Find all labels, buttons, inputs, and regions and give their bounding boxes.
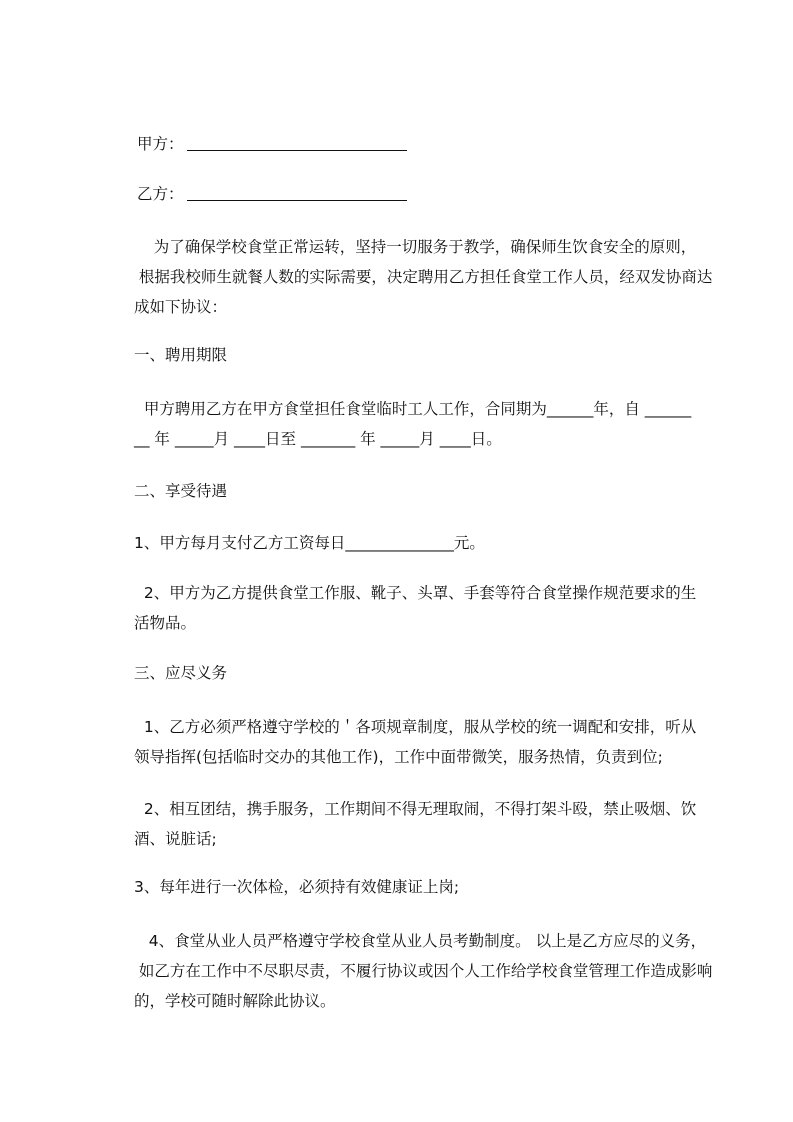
party-a-blank-line: [187, 150, 407, 151]
section-3-item-4-line: 的，学校可随时解除此协议。: [134, 992, 336, 1010]
section-1-heading: 一、聘用期限: [134, 346, 228, 364]
section-2-item-1: 1、甲方每月支付乙方工资每日______________元。: [134, 534, 485, 552]
section-1-paragraph: [134, 394, 714, 454]
intro-paragraph: [134, 232, 714, 322]
intro-line: 根据我校师生就餐人数的实际需要，决定聘用乙方担任食堂工作人员，经双发协商达: [134, 268, 713, 286]
section-2-item-2-line: 活物品。: [134, 614, 197, 632]
section-2-item-2: [134, 578, 714, 638]
section-3-item-3: 3、每年进行一次体检，必须持有效健康证上岗;: [134, 878, 460, 896]
section-1-line: __ 年 _____月 ____日至 _______ 年 _____月 ____日。: [134, 430, 502, 448]
section-3-item-4-line: 如乙方在工作中不尽职尽责，不履行协议或因个人工作给学校食堂管理工作造成影响: [134, 962, 713, 980]
section-3-item-2: [134, 794, 714, 854]
section-1-line: 甲方聘用乙方在甲方食堂担任食堂临时工人工作，合同期为______年，自 ______: [134, 400, 692, 418]
intro-line: 成如下协议：: [134, 298, 228, 316]
party-b-blank-line: [187, 200, 407, 201]
section-2-heading: 二、享受待遇: [134, 482, 228, 500]
intro-line: 为了确保学校食堂正常运转，坚持一切服务于教学，确保师生饮食安全的原则，: [134, 238, 697, 256]
section-3-item-2-line: 酒、说脏话;: [134, 830, 217, 848]
section-2-item-2-line: 2、甲方为乙方提供食堂工作服、靴子、头罩、手套等符合食堂操作规范要求的生: [134, 584, 697, 602]
section-3-item-1-line: 1、乙方必须严格遵守学校的＇各项规章制度，服从学校的统一调配和安排，听从: [134, 718, 697, 736]
party-a-label: 甲方：: [137, 135, 184, 153]
section-3-heading: 三、应尽义务: [134, 664, 228, 682]
section-3-item-4-line: 4、食堂从业人员严格遵守学校食堂从业人员考勤制度。 以上是乙方应尽的义务，: [134, 932, 707, 950]
section-3-item-2-line: 2、相互团结，携手服务，工作期间不得无理取闹，不得打架斗殴，禁止吸烟、饮: [134, 800, 697, 818]
section-3-item-1-line: 领导指挥(包括临时交办的其他工作)，工作中面带微笑，服务热情，负责到位;: [134, 748, 663, 766]
section-3-item-1: [134, 712, 714, 772]
section-3-item-4: [134, 926, 714, 1016]
party-b-label: 乙方：: [137, 185, 184, 203]
